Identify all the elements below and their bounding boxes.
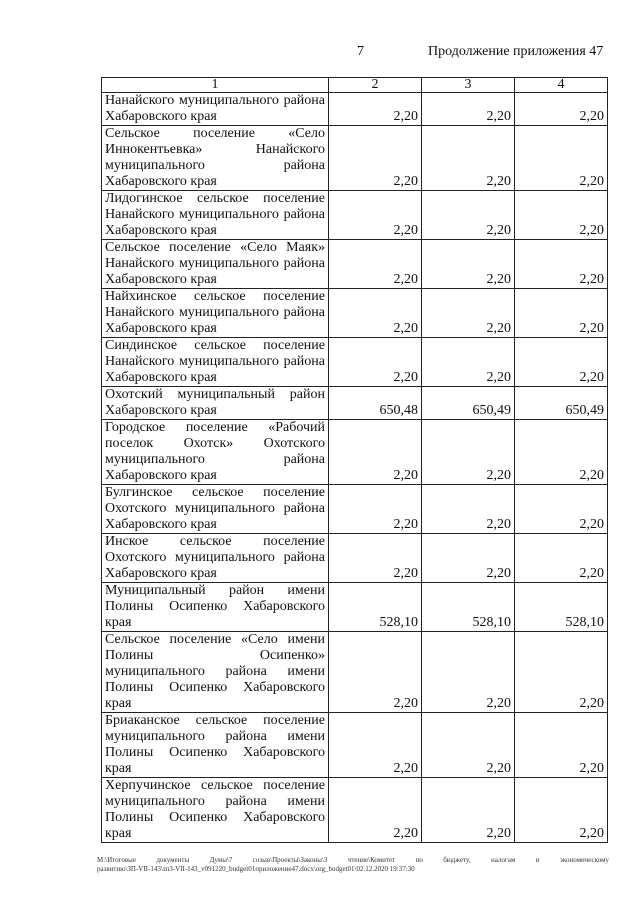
value-col-4: 2,20	[515, 126, 608, 191]
municipality-name: Лидогинское сельское поселение Нанайского муниципального района Хабаровского края	[102, 191, 329, 240]
value-col-3: 2,20	[422, 126, 515, 191]
value-col-3: 2,20	[422, 534, 515, 583]
value-col-2: 2,20	[329, 126, 422, 191]
municipality-name: Сельское поселение «Село Маяк» Нанайского муниципального района Хабаровского края	[102, 240, 329, 289]
value-col-3: 2,20	[422, 713, 515, 778]
municipality-name: Инское сельское поселение Охотского муниципального района Хабаровского края	[102, 534, 329, 583]
table-row	[102, 778, 608, 843]
value-col-3: 650,49	[422, 387, 515, 420]
table-row	[102, 338, 608, 387]
footer-line-1: М:\Итоговые документы Думы\7 созыв\Проекты\Законы\3 чтение\Комитет по бюджету, налогам и экономическому	[97, 856, 609, 864]
value-col-2: 650,48	[329, 387, 422, 420]
municipality-name: Бриаканское сельское поселение муниципального района имени Полины Осипенко Хабаровского края	[102, 713, 329, 778]
value-col-4: 2,20	[515, 191, 608, 240]
value-col-2: 2,20	[329, 632, 422, 713]
value-col-4: 2,20	[515, 632, 608, 713]
value-col-2: 2,20	[329, 713, 422, 778]
municipality-name: Сельское поселение «Село имени Полины Осипенко» муниципального района имени Полины Осипенко Хабаровского края	[102, 632, 329, 713]
value-col-4: 650,49	[515, 387, 608, 420]
table-row	[102, 534, 608, 583]
table-row	[102, 289, 608, 338]
table-row	[102, 632, 608, 713]
column-header-3: 3	[422, 78, 515, 93]
table-row	[102, 191, 608, 240]
table-row	[102, 583, 608, 632]
footer-line-2: развитию\ЗП-VII-143\зп3-VII-143_v091220_budget01приложение47.docx\org_budget01\02.12.2020 19:37:30	[97, 865, 415, 873]
municipality-name: Сельское поселение «Село Иннокентьевка» Нанайского муниципального района Хабаровского края	[102, 126, 329, 191]
value-col-4: 2,20	[515, 338, 608, 387]
value-col-2: 2,20	[329, 338, 422, 387]
value-col-2: 2,20	[329, 191, 422, 240]
municipality-name: Нанайского муниципального района Хабаровского края	[102, 93, 329, 126]
value-col-3: 2,20	[422, 93, 515, 126]
table-row	[102, 240, 608, 289]
table-row	[102, 126, 608, 191]
value-col-2: 2,20	[329, 778, 422, 843]
value-col-3: 2,20	[422, 338, 515, 387]
value-col-2: 2,20	[329, 289, 422, 338]
value-col-4: 2,20	[515, 93, 608, 126]
value-col-2: 2,20	[329, 93, 422, 126]
table-row	[102, 387, 608, 420]
municipality-name: Городское поселение «Рабочий поселок Охотск» Охотского муниципального района Хабаровского края	[102, 420, 329, 485]
value-col-3: 528,10	[422, 583, 515, 632]
column-header-2: 2	[329, 78, 422, 93]
value-col-3: 2,20	[422, 191, 515, 240]
municipality-name: Найхинское сельское поселение Нанайского муниципального района Хабаровского края	[102, 289, 329, 338]
table-row	[102, 485, 608, 534]
table-row	[102, 420, 608, 485]
value-col-2: 528,10	[329, 583, 422, 632]
municipality-name: Охотский муниципальный район Хабаровского края	[102, 387, 329, 420]
file-path-footer	[97, 856, 609, 874]
value-col-2: 2,20	[329, 240, 422, 289]
value-col-4: 2,20	[515, 240, 608, 289]
column-header-4: 4	[515, 78, 608, 93]
municipality-name: Синдинское сельское поселение Нанайского муниципального района Хабаровского края	[102, 338, 329, 387]
value-col-4: 2,20	[515, 485, 608, 534]
value-col-3: 2,20	[422, 485, 515, 534]
value-col-3: 2,20	[422, 289, 515, 338]
value-col-4: 2,20	[515, 534, 608, 583]
continuation-heading: Продолжение приложения 47	[428, 44, 604, 59]
value-col-3: 2,20	[422, 632, 515, 713]
value-col-4: 2,20	[515, 289, 608, 338]
value-col-4: 528,10	[515, 583, 608, 632]
value-col-3: 2,20	[422, 778, 515, 843]
page-number: 7	[357, 44, 364, 59]
value-col-2: 2,20	[329, 534, 422, 583]
value-col-3: 2,20	[422, 420, 515, 485]
value-col-2: 2,20	[329, 420, 422, 485]
table-header-row	[102, 78, 608, 93]
value-col-4: 2,20	[515, 420, 608, 485]
table-row	[102, 713, 608, 778]
value-col-4: 2,20	[515, 713, 608, 778]
value-col-2: 2,20	[329, 485, 422, 534]
municipality-name: Херпучинское сельское поселение муниципального района имени Полины Осипенко Хабаровского края	[102, 778, 329, 843]
value-col-3: 2,20	[422, 240, 515, 289]
column-header-1: 1	[102, 78, 329, 93]
table-row	[102, 93, 608, 126]
municipality-name: Муниципальный район имени Полины Осипенко Хабаровского края	[102, 583, 329, 632]
value-col-4: 2,20	[515, 778, 608, 843]
municipality-name: Булгинское сельское поселение Охотского муниципального района Хабаровского края	[102, 485, 329, 534]
budget-table	[101, 77, 608, 843]
